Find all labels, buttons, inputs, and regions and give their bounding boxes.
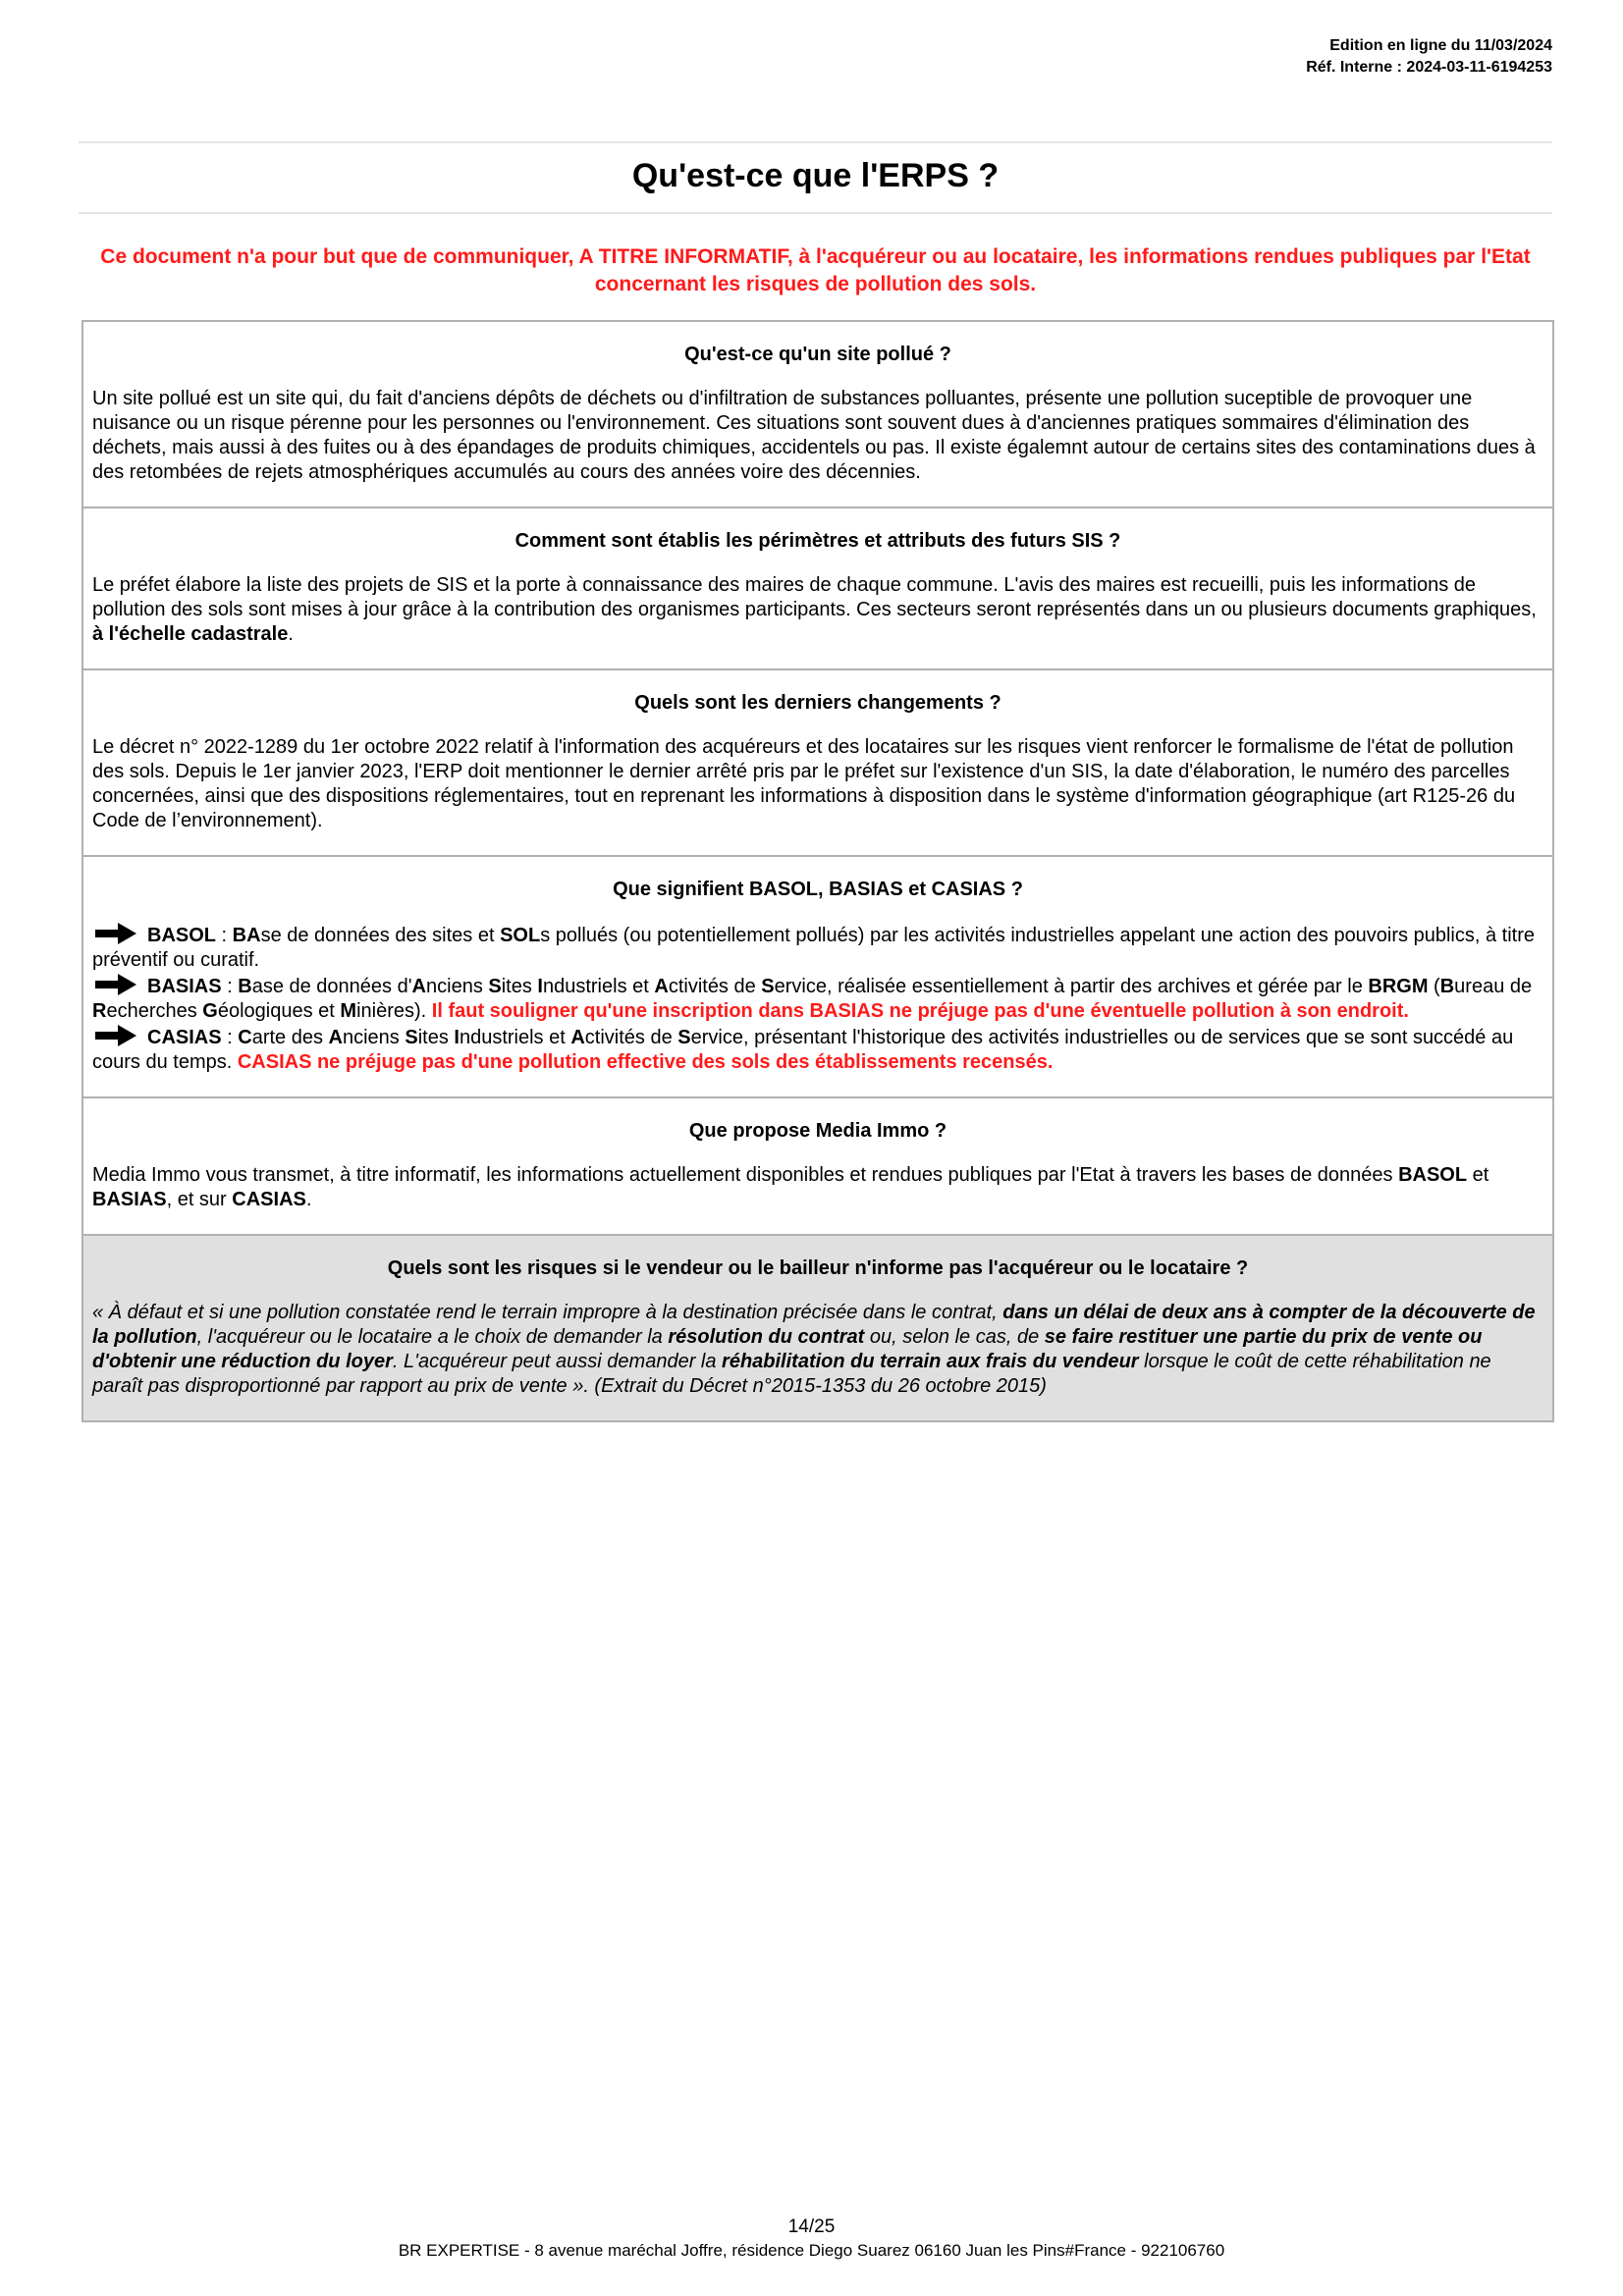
quote-emphasis: dans un délai de deux ans à compter de la découverte de la pollution <box>92 1302 1536 1348</box>
entry-name: BASIAS <box>147 976 222 997</box>
acronym-letter: BRGM <box>1368 976 1429 997</box>
section-text-end: . <box>288 623 294 645</box>
entry-basol <box>92 922 1543 973</box>
section-title: Quels sont les risques si le vendeur ou le bailleur n'informe pas l'acquéreur ou le locataire ? <box>387 1257 1249 1279</box>
entry-text: echerches <box>106 1000 203 1022</box>
quote-emphasis: résolution du contrat <box>668 1326 865 1348</box>
section-media-immo <box>83 1098 1552 1236</box>
section-title: Que propose Media Immo ? <box>688 1120 947 1142</box>
section-text-emphasis: à l'échelle cadastrale <box>92 623 289 645</box>
acronym-letter: C <box>238 1027 252 1048</box>
entry-text: s pollués (ou potentiellement pollués) par les activités industrielles appelant une action des pouvoirs publics, à titre préventif ou curatif. <box>92 925 1535 971</box>
arrow-right-icon <box>94 973 137 996</box>
entry-text: éologiques et <box>217 1000 341 1022</box>
section-text-body: . <box>305 1189 312 1210</box>
arrow-right-icon <box>94 922 137 945</box>
entry-text: ( <box>1428 976 1440 997</box>
quote-text: ou, selon le cas, de <box>864 1326 1045 1348</box>
section-basol-basias <box>83 857 1552 1098</box>
entry-text: ndustriels et <box>542 976 655 997</box>
info-sections <box>81 320 1554 1422</box>
section-title: Qu'est-ce qu'un site pollué ? <box>684 344 951 365</box>
entry-basias <box>92 973 1543 1024</box>
section-text-body: , et sur <box>166 1189 233 1210</box>
entry-text: ervice, présentant l'historique des activités industrielles ou de services que se sont succédé au cours du temps. <box>92 1027 1514 1073</box>
acronym-letter: S <box>405 1027 418 1048</box>
entry-warning: Il faut souligner qu'une inscription dans BASIAS ne préjuge pas d'une éventuelle pollution à son endroit. <box>431 1000 1409 1022</box>
section-text-body: et <box>1467 1164 1489 1186</box>
section-text <box>92 573 1543 647</box>
quote-emphasis: réhabilitation du terrain aux frais du vendeur <box>722 1351 1139 1372</box>
entry-sep: : <box>221 976 239 997</box>
entry-text: arte des <box>251 1027 329 1048</box>
section-title: Comment sont établis les périmètres et attributs des futurs SIS ? <box>514 530 1121 552</box>
section-text: Un site pollué est un site qui, du fait d'anciens dépôts de déchets ou d'infiltration de substances polluantes, présente une pollution suceptible de provoquer une nuisance ou un risque pérenne pour les personnes ou l'environnement. Ces situations sont souvent dues à d'anciennes pratiques sommaires d'élimination des déchets, mais aussi à des fuites ou à des épandages de produits chimiques, accidentels ou pas. Il existe égalemnt autour de certains sites des contaminations dues à des retombées de rejets atmosphériques accumulés au cours des années voire des décennies. <box>92 388 1536 483</box>
database-name: BASOL <box>1398 1164 1468 1186</box>
acronym-letter: A <box>411 976 426 997</box>
entry-name: CASIAS <box>147 1027 222 1048</box>
entry-text: nciens <box>426 976 489 997</box>
entry-text: ndustriels et <box>459 1027 571 1048</box>
entry-text: ites <box>417 1027 455 1048</box>
decree-quote <box>92 1301 1543 1399</box>
internal-reference: Réf. Interne : 2024-03-11-6194253 <box>1306 59 1552 76</box>
section-title: Quels sont les derniers changements ? <box>634 692 1001 714</box>
section-text-body: Le préfet élabore la liste des projets de SIS et la porte à connaissance des maires de chaque commune. L'avis des maires est recueilli, puis les informations de pollution des sols sont mises à jour grâce à la contribution des organismes participants. Ces secteurs seront représentés dans un ou plusieurs documents graphiques, <box>92 574 1537 620</box>
entry-text: inières). <box>356 1000 432 1022</box>
acronym-letter: B <box>1439 976 1455 997</box>
entry-sep: : <box>221 1027 239 1048</box>
entry-sep: : <box>216 925 233 946</box>
quote-text: , l'acquéreur ou le locataire a le choix de demander la <box>196 1326 669 1348</box>
database-name: CASIAS <box>232 1189 306 1210</box>
entry-warning: CASIAS ne préjuge pas d'une pollution effective des sols des établissements recensés. <box>237 1051 1054 1073</box>
acronym-letter: I <box>454 1027 460 1048</box>
entry-text: ase de données d' <box>251 976 412 997</box>
quote-text: lorsque le coût de cette réhabilitation ne paraît pas disproportionné par rapport au prix de vente ». (Extrait du Décret n°2015-1353 du 26 octobre 2015) <box>92 1351 1491 1397</box>
section-text-body: Media Immo vous transmet, à titre informatif, les informations actuellement disponibles et rendues publiques par l'Etat à travers les bases de données <box>92 1164 1399 1186</box>
acronym-letter: S <box>761 976 775 997</box>
quote-emphasis: se faire restituer une partie du prix de vente ou d'obtenir une réduction du loyer <box>92 1326 1483 1372</box>
section-text <box>92 1163 1543 1212</box>
section-risques <box>83 1236 1552 1420</box>
header-reference <box>1306 35 1552 79</box>
acronym-letter: R <box>92 1000 107 1022</box>
section-site-pollue <box>83 322 1552 508</box>
section-perimetres <box>83 508 1552 670</box>
entry-text: ervice, réalisée essentiellement à partir des archives et gérée par le <box>774 976 1369 997</box>
arrow-right-icon <box>94 1024 137 1047</box>
edition-date: Edition en ligne du 11/03/2024 <box>1329 37 1552 54</box>
database-name: BASIAS <box>92 1189 167 1210</box>
entry-text: ctivités de <box>668 976 762 997</box>
acronym-letter: A <box>654 976 669 997</box>
entry-casias <box>92 1024 1543 1075</box>
entry-text: ites <box>501 976 538 997</box>
entry-name: BASOL <box>147 925 216 946</box>
section-changements <box>83 670 1552 857</box>
acronym-letter: A <box>328 1027 343 1048</box>
section-text: Le décret n° 2022-1289 du 1er octobre 2022 relatif à l'information des acquéreurs et des locataires sur les risques vient renforcer le formalisme de l'état de pollution des sols. Depuis le 1er janvier 2023, l'ERP doit mentionner le dernier arrêté pris par le préfet sur l'existence d'un SIS, la date d'élaboration, le numéro des parcelles concernées, ainsi que des dispositions réglementaires, tout en reprenant les informations à disposition dans le système d'information géographique (art R125-26 du Code de l’environnement). <box>92 736 1516 831</box>
quote-text: « À défaut et si une pollution constatée rend le terrain impropre à la destination précisée dans le contrat, <box>92 1302 1003 1323</box>
acronym-letter: A <box>570 1027 585 1048</box>
entry-text: nciens <box>342 1027 406 1048</box>
footer-address: BR EXPERTISE - 8 avenue maréchal Joffre, résidence Diego Suarez 06160 Juan les Pins#France - 922106760 <box>398 2241 1225 2260</box>
acronym-letter: G <box>202 1000 218 1022</box>
page-title: Qu'est-ce que l'ERPS ? <box>631 157 1000 194</box>
acronym-letter: SOL <box>500 925 541 946</box>
section-title: Que signifient BASOL, BASIAS et CASIAS ? <box>613 879 1023 900</box>
acronym-letter: I <box>537 976 543 997</box>
quote-text: . L'acquéreur peut aussi demander la <box>392 1351 723 1372</box>
acronym-letter: S <box>677 1027 691 1048</box>
entry-text: se de données des sites et <box>260 925 501 946</box>
entry-text: ctivités de <box>584 1027 678 1048</box>
acronym-letter: S <box>488 976 502 997</box>
acronym-letter: B <box>238 976 252 997</box>
entry-text: ureau de <box>1454 976 1533 997</box>
page-number: 14/25 <box>787 2216 836 2237</box>
acronym-letter: M <box>340 1000 357 1022</box>
disclaimer: Ce document n'a pour but que de communiquer, A TITRE INFORMATIF, à l'acquéreur ou au locataire, les informations rendues publiques par l'Etat concernant les risques de pollution des sols. <box>100 245 1531 295</box>
title-top-rule <box>79 141 1552 143</box>
title-bottom-rule <box>79 212 1552 214</box>
acronym-letter: BA <box>232 925 261 946</box>
